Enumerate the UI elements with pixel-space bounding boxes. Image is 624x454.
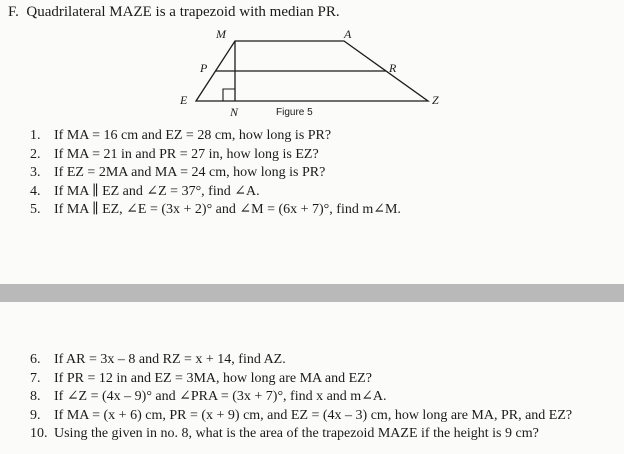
question-number: 6. bbox=[30, 352, 41, 367]
question-item bbox=[30, 388, 572, 407]
question-text: If PR = 12 in and EZ = 3MA, how long are MA and EZ? bbox=[54, 370, 372, 386]
point-label-p: P bbox=[200, 61, 208, 75]
question-number: 2. bbox=[30, 146, 41, 162]
vertex-label-a: A bbox=[344, 27, 352, 41]
question-item bbox=[30, 146, 401, 165]
question-number: 3. bbox=[30, 165, 41, 181]
trapezoid-figure bbox=[0, 0, 624, 130]
question-number: 10. bbox=[30, 426, 48, 442]
question-number: 1. bbox=[30, 128, 41, 143]
question-text: If ∠Z = (4x – 9)° and ∠PRA = (3x + 7)°, find x and m∠A. bbox=[54, 389, 387, 405]
question-text: If MA = 16 cm and EZ = 28 cm, how long is PR? bbox=[54, 128, 332, 143]
header-text: Quadrilateral MAZE is a trapezoid with median PR. bbox=[26, 4, 340, 20]
question-list-part-1 bbox=[30, 127, 401, 220]
vertex-label-z: Z bbox=[432, 93, 439, 107]
question-item bbox=[30, 370, 572, 389]
question-number: 9. bbox=[30, 407, 41, 423]
figure-caption: Figure 5 bbox=[276, 107, 313, 118]
right-angle-mark bbox=[223, 89, 235, 101]
question-number: 8. bbox=[30, 389, 41, 405]
question-item bbox=[30, 425, 572, 444]
question-item bbox=[30, 407, 572, 426]
vertex-label-m: M bbox=[216, 27, 226, 41]
question-text: If MA = (x + 6) cm, PR = (x + 9) cm, and EZ = (4x – 3) cm, how long are MA, PR, and EZ? bbox=[54, 407, 573, 423]
question-list-part-2 bbox=[30, 351, 572, 444]
question-item bbox=[30, 164, 401, 183]
question-text: Using the given in no. 8, what is the area of the trapezoid MAZE if the height is 9 cm? bbox=[54, 426, 539, 442]
question-number: 5. bbox=[30, 202, 41, 218]
question-number: 7. bbox=[30, 370, 41, 386]
question-item bbox=[30, 351, 572, 370]
question-text: If MA ∥ EZ and ∠Z = 37°, find ∠A. bbox=[54, 183, 260, 199]
section-label: F. bbox=[8, 4, 19, 20]
point-label-r: R bbox=[389, 61, 397, 75]
vertex-label-e: E bbox=[180, 93, 188, 107]
question-item bbox=[30, 127, 401, 146]
question-number: 4. bbox=[30, 183, 41, 199]
question-item bbox=[30, 201, 401, 220]
question-text: If EZ = 2MA and MA = 24 cm, how long is PR? bbox=[54, 165, 326, 181]
question-text: If MA ∥ EZ, ∠E = (3x + 2)° and ∠M = (6x + 7)°, find m∠M. bbox=[54, 202, 401, 218]
point-label-n: N bbox=[230, 105, 239, 119]
question-item bbox=[30, 183, 401, 202]
question-text: If AR = 3x – 8 and RZ = x + 14, find AZ. bbox=[54, 352, 286, 367]
gray-divider-band bbox=[0, 284, 624, 302]
question-text: If MA = 21 in and PR = 27 in, how long is EZ? bbox=[54, 146, 319, 162]
